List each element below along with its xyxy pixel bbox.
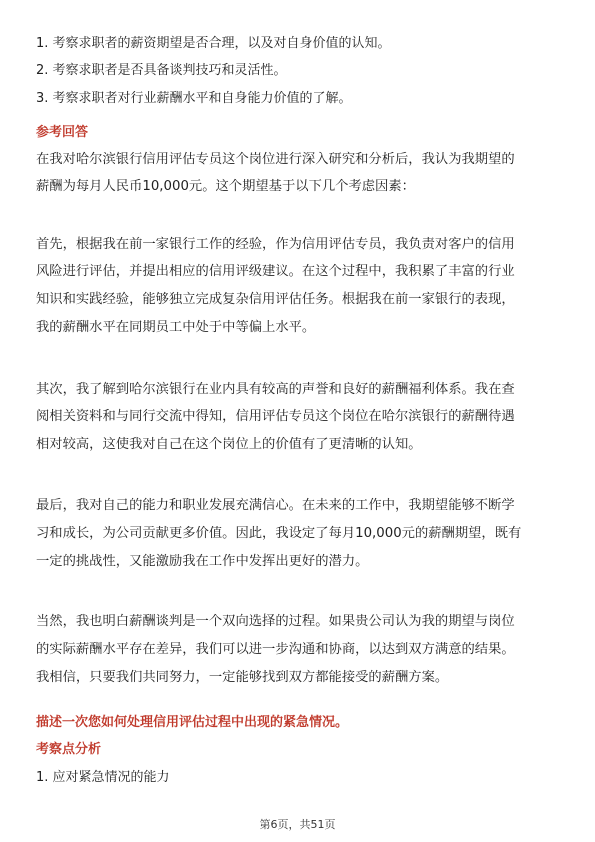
analysis-heading: 考察点分析 [36,742,102,757]
next-question-heading: 描述一次您如何处理信用评估过程中出现的紧急情况。 [36,715,349,730]
answer-line: 我的薪酬水平在同期员工中处于中等偏上水平。 [36,320,316,335]
answer-line: 当然，我也明白薪酬谈判是一个双向选择的过程。如果贵公司认为我的期望与岗位 [36,614,515,629]
criteria-item: 3. 考察求职者对行业薪酬水平和自身能力价值的了解。 [36,91,352,106]
answer-line: 风险进行评估，并提出相应的信用评级建议。在这个过程中，我积累了丰富的行业 [36,264,515,279]
page-footer: 第6页，共51页 [259,818,336,831]
answer-line: 知识和实践经验，能够独立完成复杂信用评估任务。根据我在前一家银行的表现， [36,292,515,307]
answer-line: 在我对哈尔滨银行信用评估专员这个岗位进行深入研究和分析后，我认为我期望的 [36,152,515,167]
answer-line: 最后，我对自己的能力和职业发展充满信心。在未来的工作中，我期望能够不断学 [36,498,515,513]
answer-line: 一定的挑战性，又能激励我在工作中发挥出更好的潜力。 [36,554,369,569]
analysis-item: 1. 应对紧急情况的能力 [36,770,170,785]
criteria-item: 1. 考察求职者的薪资期望是否合理，以及对自身价值的认知。 [36,36,391,51]
answer-line: 习和成长，为公司贡献更多价值。因此，我设定了每月10,000元的薪酬期望，既有 [36,526,522,541]
answer-line: 我相信，只要我们共同努力，一定能够找到双方都能接受的薪酬方案。 [36,670,449,685]
answer-line: 阅相关资料和与同行交流中得知，信用评估专员这个岗位在哈尔滨银行的薪酬待遇 [36,409,515,424]
answer-line: 相对较高，这使我对自己在这个岗位上的价值有了更清晰的认知。 [36,437,422,452]
answer-line: 的实际薪酬水平存在差异，我们可以进一步沟通和协商，以达到双方满意的结果。 [36,642,515,657]
answer-heading: 参考回答 [36,125,89,140]
criteria-item: 2. 考察求职者是否具备谈判技巧和灵活性。 [36,63,287,78]
answer-line: 首先，根据我在前一家银行工作的经验，作为信用评估专员，我负责对客户的信用 [36,237,515,252]
answer-line: 薪酬为每月人民币10,000元。这个期望基于以下几个考虑因素： [36,179,415,194]
answer-line: 其次，我了解到哈尔滨银行在业内具有较高的声誉和良好的薪酬福利体系。我在查 [36,382,515,397]
